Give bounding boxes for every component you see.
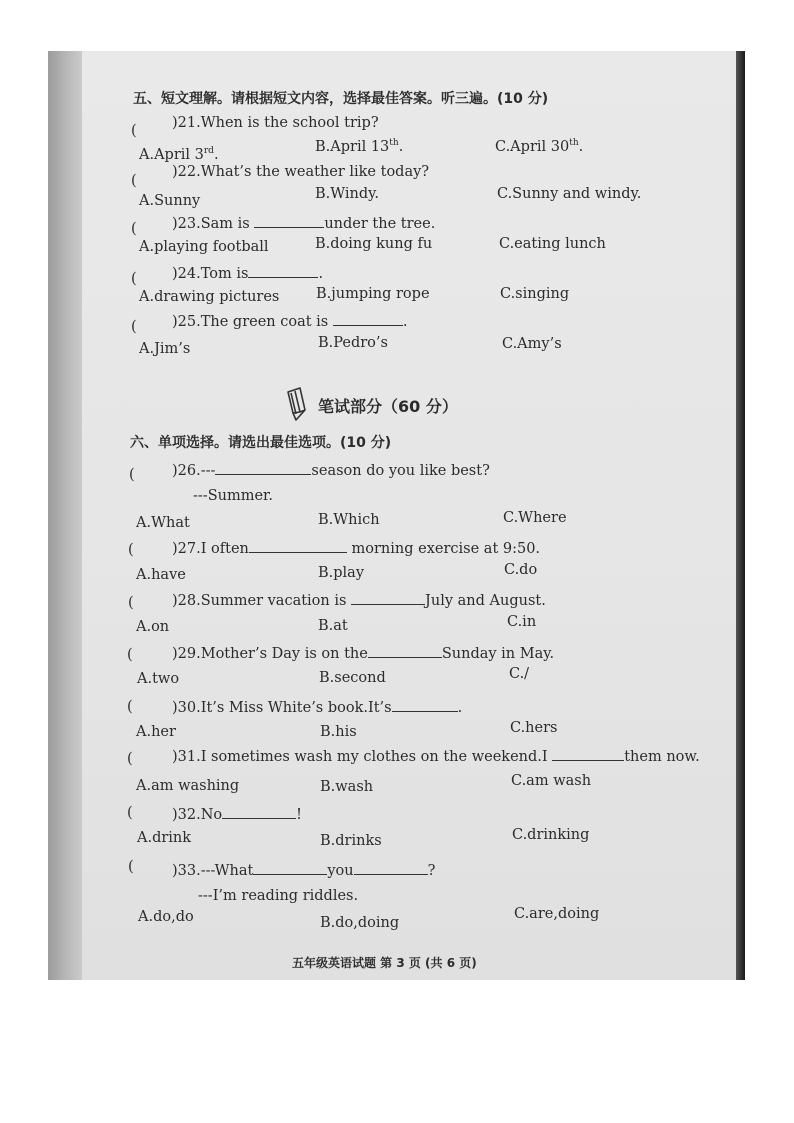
q23-option-b: B.doing kung fu — [315, 236, 433, 252]
q25-paren: ( — [131, 319, 137, 335]
q29-text: )29.Mother’s Day is on the Sunday in May. — [172, 646, 555, 662]
q32-paren: ( — [127, 805, 133, 821]
photo-dark-edge — [736, 51, 745, 980]
q24-blank[interactable] — [248, 265, 318, 278]
q28-option-b: B.at — [318, 618, 348, 634]
q33-paren: ( — [128, 859, 134, 875]
q29-option-b: B.second — [319, 670, 386, 686]
q23-blank[interactable] — [254, 215, 324, 228]
q33-reply: ---I’m reading riddles. — [198, 888, 359, 904]
section6-header: 六、单项选择。请选出最佳选项。(10 分) — [130, 435, 392, 451]
q27-option-c: C.do — [504, 562, 538, 578]
q30-paren: ( — [127, 699, 133, 715]
q26-option-a: A.What — [136, 515, 190, 531]
q29-paren: ( — [127, 647, 133, 663]
q32-text: )32.No ! — [172, 807, 302, 823]
q27-option-b: B.play — [318, 565, 365, 581]
q30-option-c: C.hers — [510, 720, 558, 736]
q33-text: )33.---What you ? — [172, 863, 436, 879]
q26-option-b: B.Which — [318, 512, 380, 528]
q27-blank[interactable] — [249, 540, 347, 553]
written-part-title: 笔试部分（60 分） — [318, 397, 458, 416]
q21-paren: ( — [131, 123, 137, 139]
q26-paren: ( — [129, 467, 135, 483]
q33-option-c: C.are,doing — [514, 906, 600, 922]
q26-blank[interactable] — [215, 462, 311, 475]
q26-text: )26.--- season do you like best? — [172, 463, 490, 479]
q24-option-b: B.jumping rope — [316, 286, 430, 302]
q25-option-a: A.Jim’s — [139, 341, 191, 357]
q22-option-b: B.Windy. — [315, 186, 380, 202]
pencil-icon — [284, 386, 308, 422]
q21-option-a: A.April 3rd. — [139, 146, 219, 163]
q27-text: )27.I often morning exercise at 9:50. — [172, 541, 541, 557]
q25-option-b: B.Pedro’s — [318, 335, 388, 351]
q31-paren: ( — [127, 751, 133, 767]
q24-option-a: A.drawing pictures — [139, 289, 280, 305]
q22-option-c: C.Sunny and windy. — [497, 186, 642, 202]
q29-option-a: A.two — [137, 671, 180, 687]
q23-text: )23.Sam is under the tree. — [172, 216, 436, 232]
q21-option-c: C.April 30th. — [495, 138, 584, 155]
q31-option-c: C.am wash — [511, 773, 592, 789]
q33-option-a: A.do,do — [138, 909, 194, 925]
q31-option-b: B.wash — [320, 779, 374, 795]
q30-text: )30.It’s Miss White’s book.It’s . — [172, 700, 463, 716]
q28-text: )28.Summer vacation is July and August. — [172, 593, 546, 609]
section5-header: 五、短文理解。请根据短文内容，选择最佳答案。听三遍。(10 分) — [133, 91, 549, 107]
q21-option-b: B.April 13th. — [315, 138, 404, 155]
q31-text: )31.I sometimes wash my clothes on the weekend.I them now. — [172, 749, 700, 765]
q23-option-a: A.playing football — [139, 239, 269, 255]
q33-option-b: B.do,doing — [320, 915, 400, 931]
q25-blank[interactable] — [333, 313, 403, 326]
q28-option-a: A.on — [136, 619, 170, 635]
q29-blank[interactable] — [368, 645, 442, 658]
q30-option-b: B.his — [320, 724, 357, 740]
q26-option-c: C.Where — [503, 510, 567, 526]
q24-paren: ( — [131, 271, 137, 287]
q28-option-c: C.in — [507, 614, 537, 630]
q25-text: )25.The green coat is . — [172, 314, 408, 330]
q31-blank[interactable] — [552, 748, 624, 761]
q32-option-a: A.drink — [137, 830, 192, 846]
q31-option-a: A.am washing — [136, 778, 240, 794]
q29-option-c: C./ — [509, 666, 530, 682]
q28-blank[interactable] — [351, 592, 425, 605]
q21-text: )21.When is the school trip? — [172, 115, 379, 131]
q33-blank-1[interactable] — [253, 862, 327, 875]
q30-option-a: A.her — [136, 724, 176, 740]
q32-option-b: B.drinks — [320, 833, 382, 849]
q22-paren: ( — [131, 173, 137, 189]
q30-blank[interactable] — [392, 699, 458, 712]
q24-text: )24.Tom is . — [172, 266, 324, 282]
q28-paren: ( — [128, 595, 134, 611]
q23-option-c: C.eating lunch — [499, 236, 606, 252]
q33-blank-2[interactable] — [354, 862, 428, 875]
q27-option-a: A.have — [136, 567, 186, 583]
q32-option-c: C.drinking — [512, 827, 590, 843]
q22-option-a: A.Sunny — [139, 193, 201, 209]
q26-reply: ---Summer. — [193, 488, 273, 504]
q22-text: )22.What’s the weather like today? — [172, 164, 430, 180]
q32-blank[interactable] — [222, 806, 296, 819]
q24-option-c: C.singing — [500, 286, 570, 302]
page-footer: 五年级英语试题 第 3 页 (共 6 页) — [292, 956, 477, 970]
q27-paren: ( — [128, 542, 134, 558]
q25-option-c: C.Amy’s — [502, 336, 562, 352]
q23-paren: ( — [131, 221, 137, 237]
